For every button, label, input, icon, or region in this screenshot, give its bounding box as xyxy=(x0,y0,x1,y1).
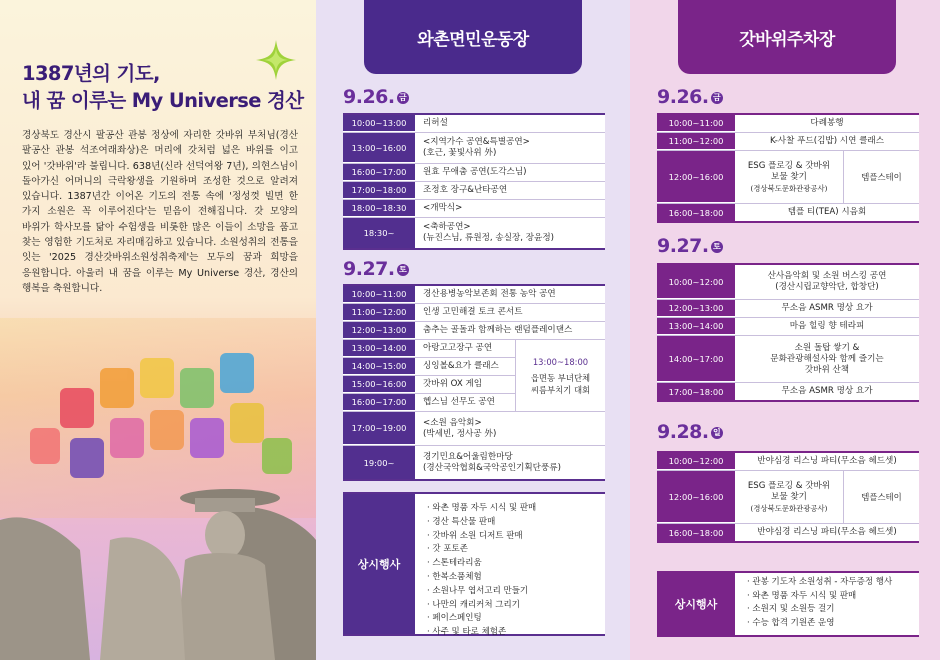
date-heading xyxy=(657,235,723,257)
intro-panel xyxy=(0,0,316,660)
event-title: 경기민요&어울림한마당 xyxy=(423,451,513,462)
event-cell: 무소음 ASMR 명상 요가 xyxy=(781,303,873,313)
constant-list xyxy=(415,494,537,638)
table-row xyxy=(343,133,605,164)
date-heading xyxy=(657,86,723,108)
event-cell: 조정호 장구&난타공연 xyxy=(423,185,508,195)
list-item: · 와촌 명품 자두 시식 및 판매 xyxy=(427,502,536,516)
date-heading xyxy=(657,421,723,443)
list-item: · 페이스페인팅 xyxy=(427,612,536,626)
table-row xyxy=(657,471,919,524)
event-cell: 리허설 xyxy=(423,118,448,128)
event-cell: 원효 무애춤 공연(도각스님) xyxy=(423,167,527,177)
event-cell: 싱잉볼&요가 클래스 xyxy=(423,361,499,371)
event-sub: (박세빈, 정사공 外) xyxy=(423,428,497,439)
event-cell xyxy=(415,412,605,445)
event-cell: K-사찰 푸드(김밥) 시연 클래스 xyxy=(769,136,885,146)
table-row xyxy=(343,182,605,200)
weekday-badge: 토 xyxy=(711,241,723,253)
stone-buddha-illustration xyxy=(0,480,316,660)
constant-list xyxy=(735,573,892,635)
event-cell: 다례봉행 xyxy=(810,118,844,128)
page-title xyxy=(22,60,312,114)
event-cell: 갓바위 OX 게임 xyxy=(423,379,483,389)
table-row xyxy=(343,322,605,340)
event-cell: 인생 고민해결 토크 콘서트 xyxy=(423,307,523,317)
time-cell: 10:00~11:00 xyxy=(657,115,735,132)
time-cell: 10:00~13:00 xyxy=(343,115,415,132)
event-cell xyxy=(735,336,919,382)
weekday-badge: 토 xyxy=(397,264,409,276)
date-text: 9.27. xyxy=(657,235,709,257)
time-cell: 17:00~18:00 xyxy=(657,383,735,400)
event-sub: (경산국악협회&국악공인기획단풍류) xyxy=(423,462,561,473)
event-title: <지역가수 공연&특별공연> xyxy=(423,137,530,147)
time-cell: 14:00~17:00 xyxy=(657,336,735,382)
event-title: ESG 플로깅 & 갓바위 xyxy=(747,480,831,491)
venue-header-wachon: 와촌면민운동장 xyxy=(364,0,582,74)
event-cell: 춤추는 골돌과 함께하는 랜덤플레이댄스 xyxy=(423,325,573,335)
list-item: · 갓 포토존 xyxy=(427,543,536,557)
event-sub-2: 갓바위 산책 xyxy=(804,364,850,375)
time-cell: 17:00~19:00 xyxy=(343,412,415,445)
table-row xyxy=(343,446,605,479)
table-row xyxy=(657,453,919,471)
table-row xyxy=(343,286,605,304)
table-row xyxy=(343,115,605,133)
list-item: · 한복소품체험 xyxy=(427,571,536,585)
event-cell: 마음 힐링 향 테라피 xyxy=(789,321,865,331)
event-cell: 반야심경 리스닝 파티(무소음 헤드셋) xyxy=(757,456,897,466)
list-item: · 사주 및 타로 체험존 xyxy=(427,626,536,640)
title-line-1: 1387년의 기도, xyxy=(22,62,160,85)
side-text-2: 씨름부치기 대회 xyxy=(530,384,591,395)
table-row-group xyxy=(343,340,605,412)
table-row xyxy=(343,412,605,446)
time-cell: 16:00~17:00 xyxy=(343,394,415,411)
table-row xyxy=(657,204,919,221)
list-item: · 갓바위 소원 디저트 판매 xyxy=(427,530,536,544)
table-row xyxy=(343,358,515,376)
event-cell xyxy=(735,471,843,523)
event-cell xyxy=(415,218,605,248)
event-sub: 보물 찾기 xyxy=(771,491,807,502)
event-cell: 무소음 ASMR 명상 요가 xyxy=(781,386,873,396)
table-row xyxy=(343,340,515,358)
table-row xyxy=(657,265,919,300)
weekday-badge: 금 xyxy=(397,92,409,104)
time-cell: 16:00~17:00 xyxy=(343,164,415,181)
list-item: · 스톤테라리움 xyxy=(427,557,536,571)
time-cell: 12:00~13:00 xyxy=(657,300,735,317)
event-sub: (경산시립교향악단, 합창단) xyxy=(775,282,879,292)
event-sub: (뉴진스님, 류원정, 송실장, 장윤정) xyxy=(423,233,555,243)
event-cell: 아랑고고장구 공연 xyxy=(423,343,493,353)
side-event-cell: 템플스테이 xyxy=(843,151,919,203)
table-row xyxy=(343,304,605,322)
time-cell: 11:00~12:00 xyxy=(657,133,735,150)
time-cell: 13:00~16:00 xyxy=(343,133,415,163)
schedule-table xyxy=(343,284,605,481)
list-item: · 관봉 기도자 소원성취 - 자두증정 행사 xyxy=(747,576,892,590)
time-cell: 10:00~11:00 xyxy=(343,286,415,303)
table-row xyxy=(657,383,919,400)
table-row xyxy=(343,218,605,248)
event-org: (경상북도문화관광공사) xyxy=(750,503,828,513)
event-org: (경상북도문화관광공사) xyxy=(750,183,828,193)
table-row xyxy=(343,376,515,394)
time-cell: 13:00~14:00 xyxy=(343,340,415,357)
table-row xyxy=(657,300,919,318)
event-cell: 템플 티(TEA) 시음회 xyxy=(787,207,867,217)
schedule-table xyxy=(343,113,605,250)
table-row xyxy=(657,336,919,383)
constant-label: 상시행사 xyxy=(657,573,735,635)
event-cell xyxy=(735,265,919,299)
intro-paragraph: 경상북도 경산시 팔공산 관봉 정상에 자리한 갓바위 부처님(경산 팔공산 관봉 석조여래좌상)은 머리에 갓처럼 넓은 바위를 이고 있어 '갓바위'라 불립니다. 638년(신라 선덕여왕 7년), 의현스님이 돌아가신 어머니의 극락왕생을 기원하며 조성한 것으로 알려져 있습니다. 1387년간 이어온 기도의 전통 속에 '정성껏 빌면 한 가지 소원은 꼭 이루어진다'는 믿음이 전해집니다. 갓 모양의 바위가 학사모를 닮아 수험생을 비롯한 많은 이들이 소망을 품고 찾는 영험한 기도처로 자리매김하고 있습니다. 소원성취의 전통을 잇는 '2025 경산갓바위소원성취축제'는 모두의 꿈과 희망을 응원합니다. 아울러 내 꿈을 이루는 My Universe 경산, 경산의 행복을 축원합니다. xyxy=(22,130,298,294)
time-cell: 14:00~15:00 xyxy=(343,358,415,375)
schedule-table xyxy=(657,113,919,223)
event-cell: 반야심경 리스닝 파티(무소음 헤드셋) xyxy=(757,527,897,537)
event-title: <소원 음악회> xyxy=(423,417,482,428)
time-cell: 19:00~ xyxy=(343,446,415,479)
constant-events xyxy=(343,492,605,636)
list-item: · 나만의 캐리커처 그리기 xyxy=(427,599,536,613)
event-cell xyxy=(415,446,605,479)
time-cell: 13:00~14:00 xyxy=(657,318,735,335)
event-sub: 문화관광해설사와 함께 즐기는 xyxy=(770,353,884,364)
table-row xyxy=(343,200,605,218)
time-cell: 17:00~18:00 xyxy=(343,182,415,199)
time-cell: 12:00~16:00 xyxy=(657,471,735,523)
time-cell: 10:00~12:00 xyxy=(657,265,735,299)
event-cell: 헵스님 선무도 공연 xyxy=(423,397,495,407)
list-item: · 와촌 명품 자두 시식 및 판매 xyxy=(747,590,892,604)
list-item: · 소원지 및 소원등 걸기 xyxy=(747,603,892,617)
time-cell: 12:00~16:00 xyxy=(657,151,735,203)
table-row xyxy=(657,133,919,151)
schedule-table xyxy=(657,263,919,402)
event-cell: <개막식> xyxy=(423,203,463,213)
date-text: 9.26. xyxy=(657,86,709,108)
table-row xyxy=(343,394,515,411)
side-event-cell: 템플스테이 xyxy=(843,471,919,523)
date-heading xyxy=(343,86,409,108)
group-side-cell xyxy=(515,340,605,411)
time-cell: 18:00~18:30 xyxy=(343,200,415,217)
time-cell: 18:30~ xyxy=(343,218,415,248)
time-cell: 10:00~12:00 xyxy=(657,453,735,470)
venue-gatbawi-parking xyxy=(630,0,940,660)
time-cell: 16:00~18:00 xyxy=(657,524,735,541)
table-row xyxy=(657,318,919,336)
date-text: 9.27. xyxy=(343,258,395,280)
date-text: 9.28. xyxy=(657,421,709,443)
date-heading xyxy=(343,258,409,280)
time-cell: 16:00~18:00 xyxy=(657,204,735,221)
date-text: 9.26. xyxy=(343,86,395,108)
time-cell: 15:00~16:00 xyxy=(343,376,415,393)
weekday-badge: 일 xyxy=(711,427,723,439)
list-item: · 경산 특산물 판매 xyxy=(427,516,536,530)
table-row xyxy=(657,524,919,541)
venue-wachon xyxy=(316,0,630,660)
table-row xyxy=(343,164,605,182)
event-title: 소원 돌탑 쌓기 & xyxy=(794,342,860,353)
weekday-badge: 금 xyxy=(711,92,723,104)
side-time: 13:00~18:00 xyxy=(532,356,589,367)
title-line-2: 내 꿈 이루는 My Universe 경산 xyxy=(22,89,304,112)
side-text-1: 읍면동 부녀단체 xyxy=(530,372,591,383)
time-cell: 11:00~12:00 xyxy=(343,304,415,321)
constant-label: 상시행사 xyxy=(343,494,415,634)
event-sub: 보물 찾기 xyxy=(771,171,807,182)
event-cell: 경산용병농악보존회 전통 농악 공연 xyxy=(423,289,556,299)
event-sub: (호근, 꽃빛사위 外) xyxy=(423,148,497,158)
table-row xyxy=(657,115,919,133)
constant-events xyxy=(657,571,919,637)
event-title: <축하공연> xyxy=(423,222,471,232)
table-row xyxy=(657,151,919,204)
venue-header-gatbawi: 갓바위주차장 xyxy=(678,0,896,74)
event-title: 산사음악회 및 소원 버스킹 공연 xyxy=(767,271,887,281)
event-cell xyxy=(735,151,843,203)
schedule-table xyxy=(657,451,919,543)
list-item: · 수능 합격 기원존 운영 xyxy=(747,617,892,631)
list-item: · 소원나무 엽서고리 만들기 xyxy=(427,585,536,599)
event-cell xyxy=(415,133,605,163)
event-title: ESG 플로깅 & 갓바위 xyxy=(747,160,831,171)
time-cell: 12:00~13:00 xyxy=(343,322,415,339)
